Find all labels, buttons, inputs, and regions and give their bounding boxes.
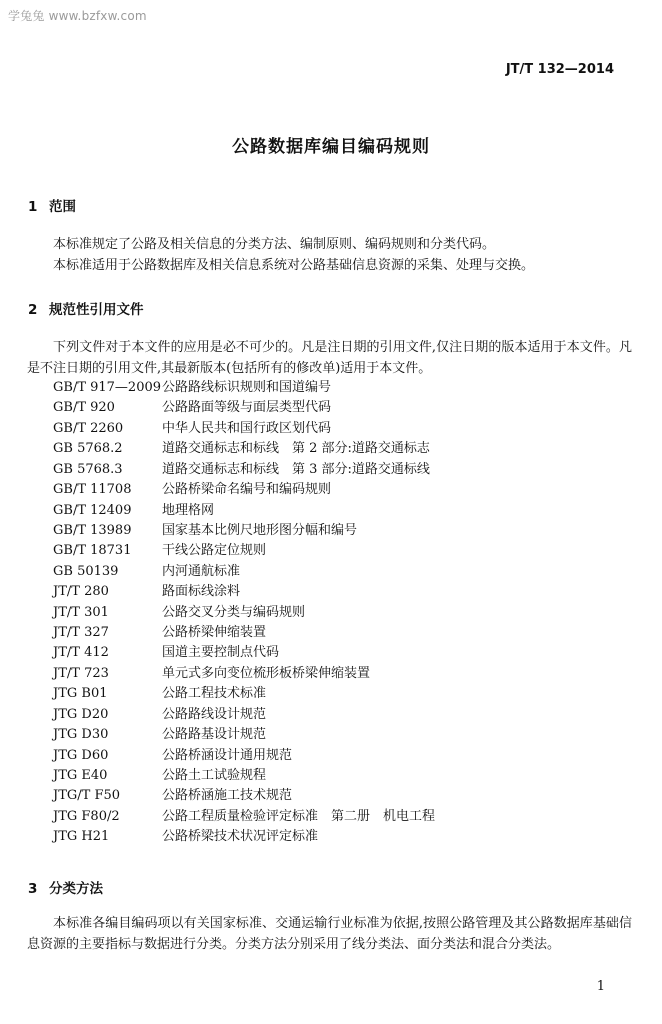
section-heading-classification [28,877,103,897]
standard-number: JT/T 132—2014 [505,62,614,77]
reference-code: GB/T 920 [53,400,115,416]
scope-paragraph: 本标准适用于公路数据库及相关信息系统对公路基础信息资源的采集、处理与交换。 [53,258,535,273]
reference-code: JT/T 301 [53,604,109,620]
reference-row [53,603,435,623]
section-title: 范围 [49,199,76,215]
reference-row [53,460,435,480]
reference-title: 公路路基设计规范 [162,727,267,743]
section-title: 分类方法 [49,881,103,897]
reference-code: JT/T 280 [53,584,109,600]
reference-code: JTG E40 [53,768,108,784]
reference-row [53,501,435,521]
reference-code: JTG D30 [53,727,109,743]
reference-title: 公路路线标识规则和国道编号 [162,380,332,395]
reference-title: 道路交通标志和标线 第 2 部分:道路交通标志 [162,441,430,457]
section-heading-scope [28,195,76,215]
references-intro-paragraph: 下列文件对于本文件的应用是必不可少的。凡是注日期的引用文件,仅注日期的版本适用于本文件。凡是不注日期的引用文件,其最新版本(包括所有的修改单)适用于本文件。 [27,340,632,376]
watermark-text: 学兔兔 www.bzfxw.com [8,9,147,23]
document-title: 公路数据库编目编码规则 [232,137,430,157]
reference-title: 道路交通标志和标线 第 3 部分:道路交通标线 [162,461,430,477]
reference-title: 地理格网 [162,502,215,518]
reference-row [53,786,435,806]
page-number: 1 [596,979,605,994]
reference-row [53,684,435,704]
reference-title: 公路桥梁命名编号和编码规则 [162,482,332,498]
reference-code: JT/T 412 [53,645,109,661]
reference-row [53,521,435,541]
reference-title: 公路桥梁技术状况评定标准 [162,829,319,845]
reference-code: JT/T 723 [53,665,109,681]
scope-paragraph: 本标准规定了公路及相关信息的分类方法、编制原则、编码规则和分类代码。 [53,237,496,252]
reference-row [53,664,435,684]
reference-row [53,541,435,561]
reference-row [53,419,435,439]
reference-title: 公路桥梁伸缩装置 [162,625,267,641]
reference-row [53,725,435,745]
reference-title: 公路交叉分类与编码规则 [162,604,306,620]
reference-title: 公路路线设计规范 [162,706,267,722]
reference-title: 公路桥涵施工技术规范 [162,788,293,804]
reference-code: GB/T 12409 [53,502,132,518]
reference-row [53,562,435,582]
reference-title: 公路工程质量检验评定标准 第二册 机电工程 [162,808,436,824]
reference-code: JTG/T F50 [53,788,121,804]
reference-code: GB/T 18731 [53,543,132,559]
reference-title: 公路土工试验规程 [162,768,267,784]
reference-title: 国家基本比例尺地形图分幅和编号 [162,522,358,538]
reference-title: 内河通航标准 [162,563,241,579]
section-number: 2 [28,302,38,318]
reference-code: GB/T 11708 [53,482,132,498]
reference-code: JTG F80/2 [53,808,120,824]
classification-paragraph: 本标准各编目编码项以有关国家标准、交通运输行业标准为依据,按照公路管理及其公路数据库基础信息资源的主要指标与数据进行分类。分类方法分别采用了线分类法、面分类法和混合分类法。 [27,916,632,952]
reference-row [53,705,435,725]
section-heading-normative-references [28,298,144,318]
reference-title: 公路路面等级与面层类型代码 [162,400,332,416]
section-number: 1 [28,199,38,215]
reference-row [53,807,435,827]
reference-title: 国道主要控制点代码 [162,645,280,661]
reference-code: JT/T 327 [53,625,109,641]
reference-code: JTG B01 [53,686,108,702]
reference-code: GB 5768.2 [53,441,123,457]
section-number: 3 [28,881,38,897]
reference-title: 公路桥涵设计通用规范 [162,747,293,763]
reference-code: GB/T 2260 [53,420,124,436]
reference-code: GB 50139 [53,563,119,579]
reference-code: GB 5768.3 [53,461,123,477]
reference-code: JTG D20 [53,706,109,722]
reference-title: 路面标线涂料 [162,584,241,600]
reference-row [53,766,435,786]
reference-code: JTG H21 [53,829,110,845]
reference-row [53,439,435,459]
reference-row [53,582,435,602]
reference-title: 干线公路定位规则 [162,543,267,559]
reference-code: JTG D60 [53,747,109,763]
reference-row [53,378,435,398]
reference-code: GB/T 917—2009 [53,380,162,395]
reference-list [53,378,435,848]
reference-row [53,746,435,766]
reference-row [53,643,435,663]
reference-code: GB/T 13989 [53,522,132,538]
reference-row [53,480,435,500]
section-title: 规范性引用文件 [49,302,144,318]
reference-row [53,827,435,847]
reference-row [53,623,435,643]
reference-title: 公路工程技术标准 [162,686,267,702]
reference-title: 单元式多向变位梳形板桥梁伸缩装置 [162,665,371,681]
reference-title: 中华人民共和国行政区划代码 [162,420,332,436]
reference-row [53,398,435,418]
